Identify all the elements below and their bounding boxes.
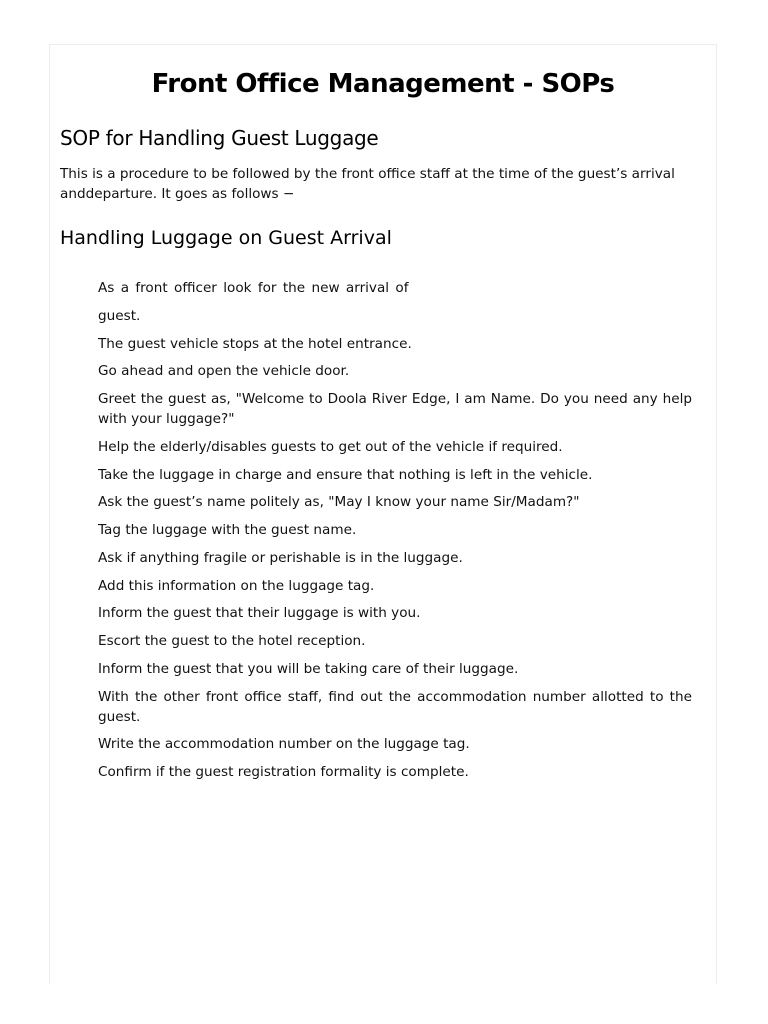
list-item: Inform the guest that their luggage is with you. bbox=[98, 605, 421, 622]
list-item: Inform the guest that you will be taking care of their luggage. bbox=[98, 660, 519, 677]
list-item: Greet the guest as, "Welcome to Doola River Edge, I am Name. Do you need any help with your luggage?" bbox=[98, 391, 692, 427]
list-item: Tag the luggage with the guest name. bbox=[98, 522, 357, 538]
list-item: As a front officer look for the new arrival of bbox=[98, 280, 409, 296]
list-item: Escort the guest to the hotel reception. bbox=[98, 633, 366, 649]
document-page bbox=[49, 44, 717, 984]
list-item: Confirm if the guest registration formality is complete. bbox=[98, 764, 469, 780]
list-item: The guest vehicle stops at the hotel entrance. bbox=[98, 335, 412, 352]
intro-paragraph: This is a procedure to be followed by the front office staff at the time of the guest’s arrival anddeparture. It goes as follows − bbox=[60, 166, 675, 202]
section-title: SOP for Handling Guest Luggage bbox=[60, 126, 379, 150]
list-item: Take the luggage in charge and ensure that nothing is left in the vehicle. bbox=[98, 466, 593, 483]
list-item: With the other front office staff, find out the accommodation number allotted to the guest. bbox=[98, 688, 692, 725]
list-item: guest. bbox=[98, 307, 141, 324]
steps-list bbox=[98, 278, 692, 790]
subsection-title: Handling Luggage on Guest Arrival bbox=[60, 227, 392, 249]
list-item: Ask if anything fragile or perishable is in the luggage. bbox=[98, 549, 463, 566]
list-item: Go ahead and open the vehicle door. bbox=[98, 363, 350, 380]
list-item: Help the elderly/disables guests to get out of the vehicle if required. bbox=[98, 438, 563, 455]
list-item: Add this information on the luggage tag. bbox=[98, 577, 375, 594]
list-item: Write the accommodation number on the luggage tag. bbox=[98, 736, 470, 753]
document-title: Front Office Management - SOPs bbox=[151, 69, 615, 99]
list-item: Ask the guest’s name politely as, "May I know your name Sir/Madam?" bbox=[98, 494, 580, 511]
